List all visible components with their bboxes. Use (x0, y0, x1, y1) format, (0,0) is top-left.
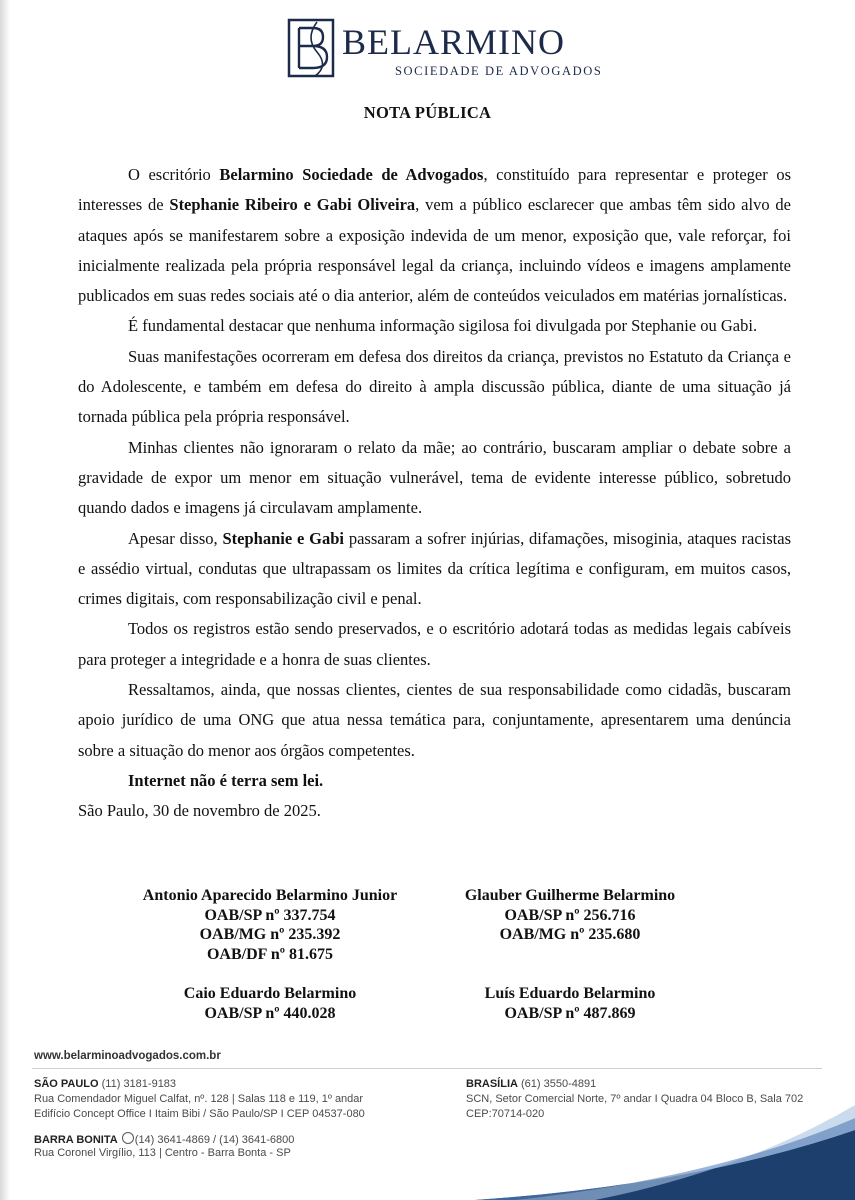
paragraph-2: É fundamental destacar que nenhuma informação sigilosa foi divulgada por Stephanie ou Gabi. (128, 316, 758, 336)
paragraph-5 (78, 524, 791, 615)
bar-registration: OAB/SP nº 487.869 (504, 1004, 636, 1022)
paragraph-6: Todos os registros estão sendo preservados, e o escritório adotará todas as medidas legais cabíveis para proteger a integridade e a honra de suas clientes. (78, 619, 791, 669)
signature-block (430, 984, 710, 1023)
firm-monogram-icon (287, 18, 335, 78)
text-run: , constituído para representar e proteger os interesses de (78, 165, 791, 215)
barra-bonita-office (34, 1132, 294, 1146)
page-edge-shadow (0, 0, 10, 1200)
sao-paulo-office (34, 1078, 176, 1090)
closing-statement: Internet não é terra sem lei. (128, 770, 324, 790)
paragraph-7: Ressaltamos, ainda, que nossas clientes, cientes de sua responsabilidade como cidadãs, buscaram apoio jurídico de uma ONG que atua nessa temática para, conjuntamente, apresentarem uma denúncia sobre a situação do menor aos órgãos competentes. (78, 680, 791, 760)
paragraph-3: Suas manifestações ocorreram em defesa dos direitos da criança, previstos no Estatuto da Criança e do Adolescente, e também em defesa do direito à ampla discussão pública, diante de uma situação já tornada pública pela própria responsável. (78, 346, 791, 427)
signatory-name: Antonio Aparecido Belarmino Junior (142, 887, 398, 904)
signatory-name: Glauber Guilherme Belarmino (464, 887, 676, 904)
office-address: Rua Coronel Virgílio, 113 | Centro - Barra Bonta - SP (34, 1147, 291, 1159)
text-run: O escritório (128, 165, 220, 184)
signatory-name: Caio Eduardo Belarmino (183, 985, 357, 1002)
letterhead-footer (0, 1040, 855, 1200)
office-address: Edifício Concept Office I Itaim Bibi / São Paulo/SP I CEP 04537-080 (34, 1108, 365, 1120)
firm-name: BELARMINO (342, 22, 565, 62)
firm-name-bold: Belarmino Sociedade de Advogados (219, 165, 484, 184)
paragraph-1 (78, 160, 791, 311)
client-names-bold: Stephanie e Gabi (222, 528, 345, 548)
footer-divider (32, 1068, 822, 1069)
text-run: passaram a sofrer injúrias, difamações, misoginia, ataques racistas e assédio virtual, condutas que ultrapassam os limites da crítica legítima e configuram, em muitos casos, crimes digitais, com responsabilização civil e penal. (78, 528, 791, 609)
firm-subtitle: SOCIEDADE DE ADVOGADOS (395, 64, 603, 78)
place-date: São Paulo, 30 de novembro de 2025. (78, 801, 321, 821)
office-city: SÃO PAULO (34, 1078, 99, 1090)
signature-block (110, 984, 430, 1023)
office-phone: (11) 3181-9183 (101, 1078, 177, 1090)
office-city: BRASÍLIA (466, 1078, 518, 1090)
text-run: Apesar disso, (128, 528, 223, 548)
decorative-swoosh (475, 1100, 855, 1200)
signature-block (110, 886, 430, 964)
website-link[interactable]: www.belarminoadvogados.com.br (34, 1050, 221, 1062)
office-city: BARRA BONITA (34, 1134, 118, 1146)
paragraph-4: Minhas clientes não ignoraram o relato da mãe; ao contrário, buscaram ampliar o debate sobre a gravidade de expor um menor em situação vulnerável, tema de evidente interesse público, sobretudo quando dados e imagens já circulavam amplamente. (78, 437, 791, 518)
office-phone: (14) 3641-4869 / (14) 3641-6800 (134, 1134, 295, 1146)
bar-registration: OAB/SP nº 337.754 (204, 906, 336, 924)
client-names-bold: Stephanie Ribeiro e Gabi Oliveira (169, 195, 416, 215)
bar-registration: OAB/SP nº 440.028 (204, 1004, 336, 1022)
signature-block (430, 886, 710, 945)
office-address: CEP:70714-020 (466, 1108, 545, 1120)
brasilia-office (466, 1078, 596, 1090)
bar-registration: OAB/MG nº 235.680 (499, 926, 641, 943)
bar-registration: OAB/DF nº 81.675 (206, 945, 334, 963)
text-run: , vem a público esclarecer que ambas têm sido alvo de ataques após se manifestarem sobre a exposição indevida de um menor, exposição que, vale reforçar, foi inicialmente realizada pela própria responsável legal da criança, incluindo vídeos e imagens amplamente publicados em suas redes sociais até o dia anterior, além de conteúdos veiculados em matérias jornalísticas. (78, 195, 791, 306)
office-address: Rua Comendador Miguel Calfat, nº. 128 | Salas 118 e 119, 1º andar (34, 1093, 364, 1105)
whatsapp-icon (122, 1132, 134, 1144)
bar-registration: OAB/SP nº 256.716 (504, 906, 636, 924)
firm-logo (287, 18, 607, 80)
page-title: NOTA PÚBLICA (363, 103, 492, 122)
signatory-name: Luís Eduardo Belarmino (484, 985, 656, 1002)
document-body (78, 160, 791, 827)
office-phone: (61) 3550-4891 (521, 1078, 597, 1090)
bar-registration: OAB/MG nº 235.392 (199, 926, 341, 943)
office-address: SCN, Setor Comercial Norte, 7º andar I Quadra 04 Bloco B, Sala 702 (466, 1093, 804, 1105)
